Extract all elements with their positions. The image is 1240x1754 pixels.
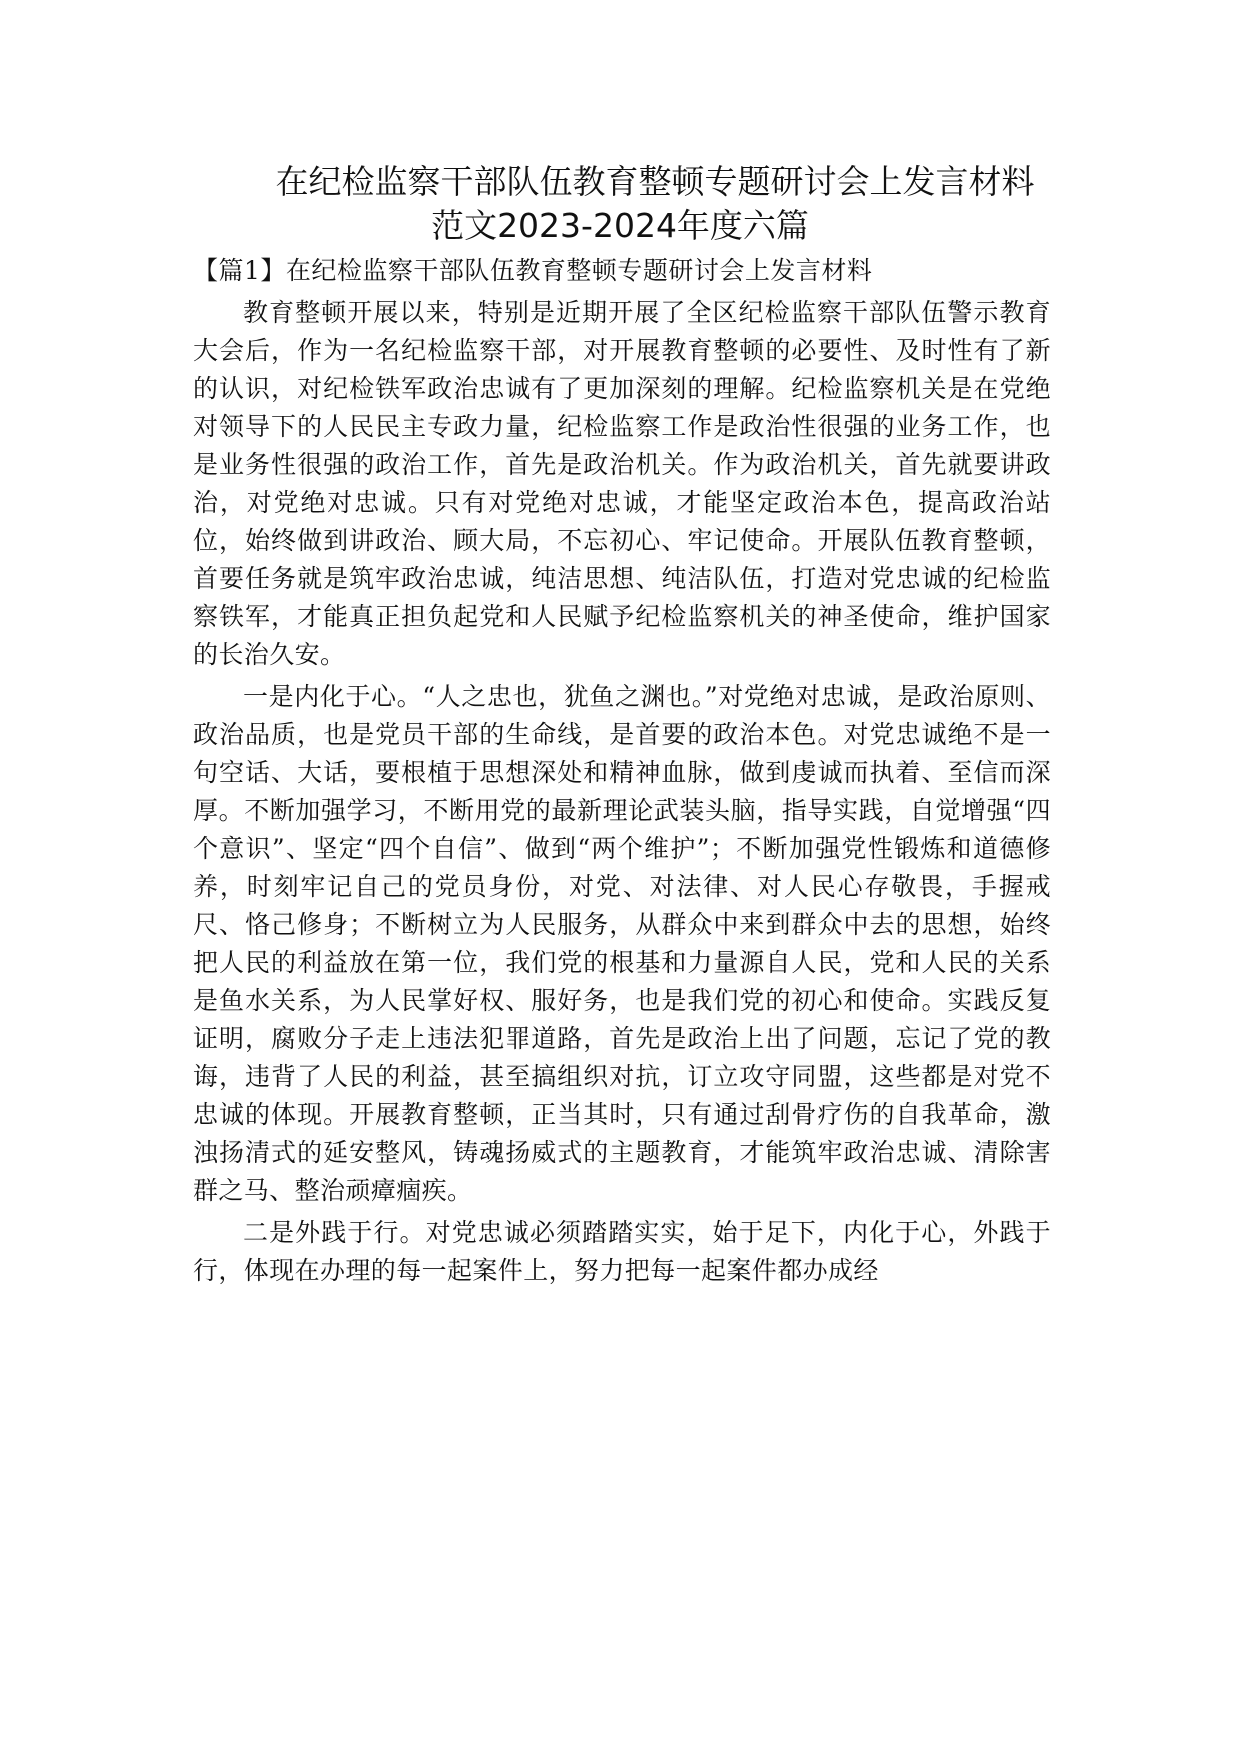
- document-title: [0, 160, 1240, 248]
- title-line-2: 范文2023-2024年度六篇: [431, 206, 809, 245]
- title-line-1: 在纪检监察干部队伍教育整顿专题研讨会上发言材料: [275, 162, 1035, 201]
- paragraph-point-two: 二是外践于行。对党忠诚必须踏踏实实，始于足下，内化于心，外践于行，体现在办理的每一起案件上，努力把每一起案件都办成经: [193, 1218, 1051, 1285]
- paragraph-intro: 教育整顿开展以来，特别是近期开展了全区纪检监察干部队伍警示教育大会后，作为一名纪检监察干部，对开展教育整顿的必要性、及时性有了新的认识，对纪检铁军政治忠诚有了更加深刻的理解。纪检监察机关是在党绝对领导下的人民民主专政力量，纪检监察工作是政治性很强的业务工作，也是业务性很强的政治工作，首先是政治机关。作为政治机关，首先就要讲政治，对党绝对忠诚。只有对党绝对忠诚，才能坚定政治本色，提高政治站位，始终做到讲政治、顾大局，不忘初心、牢记使命。开展队伍教育整顿，首要任务就是筑牢政治忠诚，纯洁思想、纯洁队伍，打造对党忠诚的纪检监察铁军，才能真正担负起党和人民赋予纪检监察机关的神圣使命，维护国家的长治久安。: [193, 298, 1051, 669]
- document-body: [193, 252, 1051, 1294]
- section-heading: 【篇1】在纪检监察干部队伍教育整顿专题研讨会上发言材料: [193, 256, 873, 285]
- paragraph-point-one: 一是内化于心。“人之忠也，犹鱼之渊也。”对党绝对忠诚，是政治原则、政治品质，也是党员干部的生命线，是首要的政治本色。对党忠诚绝不是一句空话、大话，要根植于思想深处和精神血脉，做到虔诚而执着、至信而深厚。不断加强学习，不断用党的最新理论武装头脑，指导实践，自觉增强“四个意识”、坚定“四个自信”、做到“两个维护”；不断加强党性锻炼和道德修养，时刻牢记自己的党员身份，对党、对法律、对人民心存敬畏，手握戒尺、恪己修身；不断树立为人民服务，从群众中来到群众中去的思想，始终把人民的利益放在第一位，我们党的根基和力量源自人民，党和人民的关系是鱼水关系，为人民掌好权、服好务，也是我们党的初心和使命。实践反复证明，腐败分子走上违法犯罪道路，首先是政治上出了问题，忘记了党的教诲，违背了人民的利益，甚至搞组织对抗，订立攻守同盟，这些都是对党不忠诚的体现。开展教育整顿，正当其时，只有通过刮骨疗伤的自我革命，激浊扬清式的延安整风，铸魂扬威式的主题教育，才能筑牢政治忠诚、清除害群之马、整治顽瘴痼疾。: [193, 682, 1051, 1205]
